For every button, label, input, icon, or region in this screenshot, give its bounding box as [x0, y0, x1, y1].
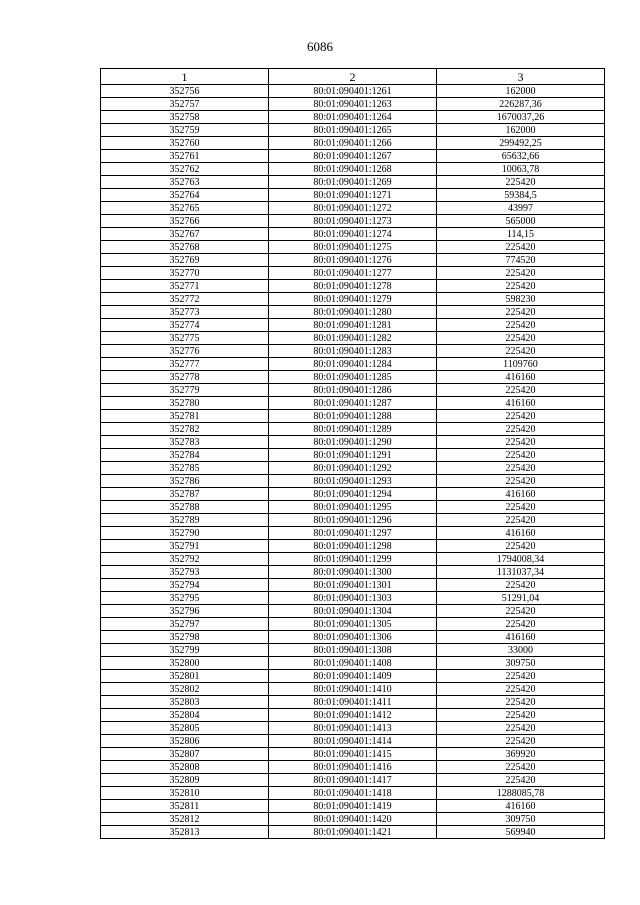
row-number-cell: 352773 [101, 306, 269, 319]
cadastral-number-cell: 80:01:090401:1263 [269, 98, 437, 111]
value-cell: 225420 [437, 501, 605, 514]
value-cell: 1670037,26 [437, 111, 605, 124]
cadastral-number-cell: 80:01:090401:1297 [269, 527, 437, 540]
cadastral-number-cell: 80:01:090401:1291 [269, 449, 437, 462]
cadastral-number-cell: 80:01:090401:1285 [269, 371, 437, 384]
value-cell: 225420 [437, 579, 605, 592]
row-number-cell: 352811 [101, 800, 269, 813]
cadastral-number-cell: 80:01:090401:1415 [269, 748, 437, 761]
value-cell: 225420 [437, 280, 605, 293]
value-cell: 33000 [437, 644, 605, 657]
cadastral-number-cell: 80:01:090401:1273 [269, 215, 437, 228]
cadastral-number-cell: 80:01:090401:1264 [269, 111, 437, 124]
row-number-cell: 352785 [101, 462, 269, 475]
row-number-cell: 352774 [101, 319, 269, 332]
row-number-cell: 352801 [101, 670, 269, 683]
row-number-cell: 352782 [101, 423, 269, 436]
table-row [101, 566, 605, 579]
value-cell: 565000 [437, 215, 605, 228]
row-number-cell: 352798 [101, 631, 269, 644]
row-number-cell: 352776 [101, 345, 269, 358]
table-row [101, 254, 605, 267]
cadastral-number-cell: 80:01:090401:1294 [269, 488, 437, 501]
row-number-cell: 352808 [101, 761, 269, 774]
page-number: 6086 [307, 39, 333, 54]
value-cell: 225420 [437, 319, 605, 332]
table-row [101, 150, 605, 163]
row-number-cell: 352791 [101, 540, 269, 553]
cadastral-number-cell: 80:01:090401:1412 [269, 709, 437, 722]
table-row [101, 85, 605, 98]
row-number-cell: 352802 [101, 683, 269, 696]
value-cell: 225420 [437, 306, 605, 319]
value-cell: 369920 [437, 748, 605, 761]
value-cell: 226287,36 [437, 98, 605, 111]
value-cell: 416160 [437, 371, 605, 384]
row-number-cell: 352762 [101, 163, 269, 176]
value-cell: 225420 [437, 462, 605, 475]
cadastral-number-cell: 80:01:090401:1293 [269, 475, 437, 488]
value-cell: 416160 [437, 800, 605, 813]
row-number-cell: 352799 [101, 644, 269, 657]
table-row [101, 761, 605, 774]
table-row [101, 306, 605, 319]
row-number-cell: 352809 [101, 774, 269, 787]
table-row [101, 163, 605, 176]
value-cell: 43997 [437, 202, 605, 215]
value-cell: 225420 [437, 696, 605, 709]
table-row [101, 449, 605, 462]
cadastral-number-cell: 80:01:090401:1299 [269, 553, 437, 566]
row-number-cell: 352807 [101, 748, 269, 761]
table-row [101, 735, 605, 748]
row-number-cell: 352783 [101, 436, 269, 449]
value-cell: 225420 [437, 761, 605, 774]
row-number-cell: 352769 [101, 254, 269, 267]
table-row [101, 605, 605, 618]
table-row [101, 644, 605, 657]
cadastral-number-cell: 80:01:090401:1284 [269, 358, 437, 371]
value-cell: 51291,04 [437, 592, 605, 605]
table-row [101, 137, 605, 150]
table-row [101, 215, 605, 228]
cadastral-number-cell: 80:01:090401:1261 [269, 85, 437, 98]
cadastral-number-cell: 80:01:090401:1280 [269, 306, 437, 319]
cadastral-number-cell: 80:01:090401:1268 [269, 163, 437, 176]
value-cell: 225420 [437, 683, 605, 696]
table-row [101, 592, 605, 605]
row-number-cell: 352777 [101, 358, 269, 371]
value-cell: 416160 [437, 397, 605, 410]
table-row [101, 202, 605, 215]
cadastral-number-cell: 80:01:090401:1304 [269, 605, 437, 618]
value-cell: 65632,66 [437, 150, 605, 163]
value-cell: 774520 [437, 254, 605, 267]
row-number-cell: 352778 [101, 371, 269, 384]
cadastral-number-cell: 80:01:090401:1410 [269, 683, 437, 696]
row-number-cell: 352787 [101, 488, 269, 501]
value-cell: 225420 [437, 709, 605, 722]
table-row [101, 293, 605, 306]
cadastral-number-cell: 80:01:090401:1413 [269, 722, 437, 735]
value-cell: 1131037,34 [437, 566, 605, 579]
row-number-cell: 352768 [101, 241, 269, 254]
row-number-cell: 352810 [101, 787, 269, 800]
row-number-cell: 352765 [101, 202, 269, 215]
value-cell: 225420 [437, 436, 605, 449]
cadastral-number-cell: 80:01:090401:1420 [269, 813, 437, 826]
cadastral-number-cell: 80:01:090401:1409 [269, 670, 437, 683]
table-row [101, 579, 605, 592]
row-number-cell: 352806 [101, 735, 269, 748]
value-cell: 225420 [437, 423, 605, 436]
cadastral-number-cell: 80:01:090401:1419 [269, 800, 437, 813]
value-cell: 225420 [437, 774, 605, 787]
table-row [101, 410, 605, 423]
column-header-1: 1 [101, 69, 269, 85]
header-row [101, 69, 605, 85]
value-cell: 416160 [437, 527, 605, 540]
table-header [101, 69, 605, 85]
row-number-cell: 352786 [101, 475, 269, 488]
table-body [101, 85, 605, 839]
value-cell: 416160 [437, 488, 605, 501]
cadastral-number-cell: 80:01:090401:1279 [269, 293, 437, 306]
row-number-cell: 352759 [101, 124, 269, 137]
value-cell: 598230 [437, 293, 605, 306]
row-number-cell: 352812 [101, 813, 269, 826]
value-cell: 225420 [437, 449, 605, 462]
value-cell: 225420 [437, 410, 605, 423]
table-row [101, 618, 605, 631]
cadastral-number-cell: 80:01:090401:1300 [269, 566, 437, 579]
row-number-cell: 352775 [101, 332, 269, 345]
cadastral-number-cell: 80:01:090401:1306 [269, 631, 437, 644]
cadastral-number-cell: 80:01:090401:1289 [269, 423, 437, 436]
table-row [101, 800, 605, 813]
row-number-cell: 352792 [101, 553, 269, 566]
table-row [101, 631, 605, 644]
table-row [101, 787, 605, 800]
table-row [101, 657, 605, 670]
value-cell: 225420 [437, 514, 605, 527]
row-number-cell: 352761 [101, 150, 269, 163]
table-row [101, 384, 605, 397]
table-row [101, 176, 605, 189]
value-cell: 225420 [437, 540, 605, 553]
cadastral-number-cell: 80:01:090401:1295 [269, 501, 437, 514]
value-cell: 225420 [437, 618, 605, 631]
row-number-cell: 352770 [101, 267, 269, 280]
row-number-cell: 352779 [101, 384, 269, 397]
table-row [101, 189, 605, 202]
table-row [101, 319, 605, 332]
value-cell: 59384,5 [437, 189, 605, 202]
cadastral-number-cell: 80:01:090401:1277 [269, 267, 437, 280]
row-number-cell: 352793 [101, 566, 269, 579]
value-cell: 162000 [437, 85, 605, 98]
row-number-cell: 352757 [101, 98, 269, 111]
table-row [101, 722, 605, 735]
table-row [101, 111, 605, 124]
cadastral-number-cell: 80:01:090401:1287 [269, 397, 437, 410]
cadastral-number-cell: 80:01:090401:1305 [269, 618, 437, 631]
value-cell: 114,15 [437, 228, 605, 241]
value-cell: 309750 [437, 813, 605, 826]
table-row [101, 475, 605, 488]
cadastral-number-cell: 80:01:090401:1283 [269, 345, 437, 358]
table-row [101, 280, 605, 293]
cadastral-number-cell: 80:01:090401:1416 [269, 761, 437, 774]
row-number-cell: 352781 [101, 410, 269, 423]
value-cell: 225420 [437, 475, 605, 488]
cadastral-number-cell: 80:01:090401:1272 [269, 202, 437, 215]
value-cell: 1794008,34 [437, 553, 605, 566]
table-row [101, 527, 605, 540]
table-row [101, 813, 605, 826]
value-cell: 1109760 [437, 358, 605, 371]
cadastral-number-cell: 80:01:090401:1292 [269, 462, 437, 475]
table-row [101, 345, 605, 358]
table-row [101, 553, 605, 566]
cadastral-number-cell: 80:01:090401:1408 [269, 657, 437, 670]
registry-table [100, 68, 605, 839]
row-number-cell: 352756 [101, 85, 269, 98]
cadastral-number-cell: 80:01:090401:1276 [269, 254, 437, 267]
table-row [101, 826, 605, 839]
row-number-cell: 352771 [101, 280, 269, 293]
value-cell: 225420 [437, 267, 605, 280]
cadastral-number-cell: 80:01:090401:1269 [269, 176, 437, 189]
cadastral-number-cell: 80:01:090401:1414 [269, 735, 437, 748]
table-row [101, 462, 605, 475]
table-row [101, 774, 605, 787]
cadastral-number-cell: 80:01:090401:1282 [269, 332, 437, 345]
table-row [101, 696, 605, 709]
value-cell: 225420 [437, 735, 605, 748]
table-row [101, 124, 605, 137]
row-number-cell: 352790 [101, 527, 269, 540]
table-row [101, 371, 605, 384]
cadastral-number-cell: 80:01:090401:1418 [269, 787, 437, 800]
value-cell: 225420 [437, 670, 605, 683]
row-number-cell: 352763 [101, 176, 269, 189]
table-row [101, 514, 605, 527]
row-number-cell: 352784 [101, 449, 269, 462]
cadastral-number-cell: 80:01:090401:1411 [269, 696, 437, 709]
row-number-cell: 352804 [101, 709, 269, 722]
cadastral-number-cell: 80:01:090401:1421 [269, 826, 437, 839]
row-number-cell: 352797 [101, 618, 269, 631]
cadastral-number-cell: 80:01:090401:1301 [269, 579, 437, 592]
row-number-cell: 352789 [101, 514, 269, 527]
row-number-cell: 352800 [101, 657, 269, 670]
table-row [101, 540, 605, 553]
row-number-cell: 352772 [101, 293, 269, 306]
table-row [101, 670, 605, 683]
value-cell: 162000 [437, 124, 605, 137]
table-row [101, 358, 605, 371]
table-row [101, 488, 605, 501]
cadastral-number-cell: 80:01:090401:1298 [269, 540, 437, 553]
row-number-cell: 352758 [101, 111, 269, 124]
value-cell: 225420 [437, 384, 605, 397]
value-cell: 416160 [437, 631, 605, 644]
cadastral-number-cell: 80:01:090401:1290 [269, 436, 437, 449]
row-number-cell: 352764 [101, 189, 269, 202]
table-row [101, 228, 605, 241]
row-number-cell: 352795 [101, 592, 269, 605]
table-row [101, 98, 605, 111]
row-number-cell: 352796 [101, 605, 269, 618]
cadastral-number-cell: 80:01:090401:1267 [269, 150, 437, 163]
value-cell: 569940 [437, 826, 605, 839]
row-number-cell: 352760 [101, 137, 269, 150]
value-cell: 225420 [437, 176, 605, 189]
table-row [101, 241, 605, 254]
table-row [101, 436, 605, 449]
value-cell: 225420 [437, 332, 605, 345]
value-cell: 225420 [437, 241, 605, 254]
table-row [101, 423, 605, 436]
cadastral-number-cell: 80:01:090401:1271 [269, 189, 437, 202]
row-number-cell: 352803 [101, 696, 269, 709]
table-row [101, 267, 605, 280]
row-number-cell: 352805 [101, 722, 269, 735]
table-row [101, 332, 605, 345]
value-cell: 309750 [437, 657, 605, 670]
row-number-cell: 352766 [101, 215, 269, 228]
row-number-cell: 352780 [101, 397, 269, 410]
cadastral-number-cell: 80:01:090401:1303 [269, 592, 437, 605]
table-row [101, 397, 605, 410]
value-cell: 225420 [437, 722, 605, 735]
value-cell: 10063,78 [437, 163, 605, 176]
value-cell: 1288085,78 [437, 787, 605, 800]
cadastral-number-cell: 80:01:090401:1308 [269, 644, 437, 657]
cadastral-number-cell: 80:01:090401:1288 [269, 410, 437, 423]
row-number-cell: 352767 [101, 228, 269, 241]
value-cell: 225420 [437, 345, 605, 358]
row-number-cell: 352788 [101, 501, 269, 514]
column-header-3: 3 [437, 69, 605, 85]
value-cell: 225420 [437, 605, 605, 618]
cadastral-number-cell: 80:01:090401:1278 [269, 280, 437, 293]
column-header-2: 2 [269, 69, 437, 85]
row-number-cell: 352813 [101, 826, 269, 839]
cadastral-number-cell: 80:01:090401:1286 [269, 384, 437, 397]
table-row [101, 683, 605, 696]
value-cell: 299492,25 [437, 137, 605, 150]
row-number-cell: 352794 [101, 579, 269, 592]
table-row [101, 748, 605, 761]
cadastral-number-cell: 80:01:090401:1265 [269, 124, 437, 137]
cadastral-number-cell: 80:01:090401:1296 [269, 514, 437, 527]
table-row [101, 501, 605, 514]
cadastral-number-cell: 80:01:090401:1275 [269, 241, 437, 254]
cadastral-number-cell: 80:01:090401:1266 [269, 137, 437, 150]
cadastral-number-cell: 80:01:090401:1281 [269, 319, 437, 332]
table-row [101, 709, 605, 722]
cadastral-number-cell: 80:01:090401:1274 [269, 228, 437, 241]
cadastral-number-cell: 80:01:090401:1417 [269, 774, 437, 787]
